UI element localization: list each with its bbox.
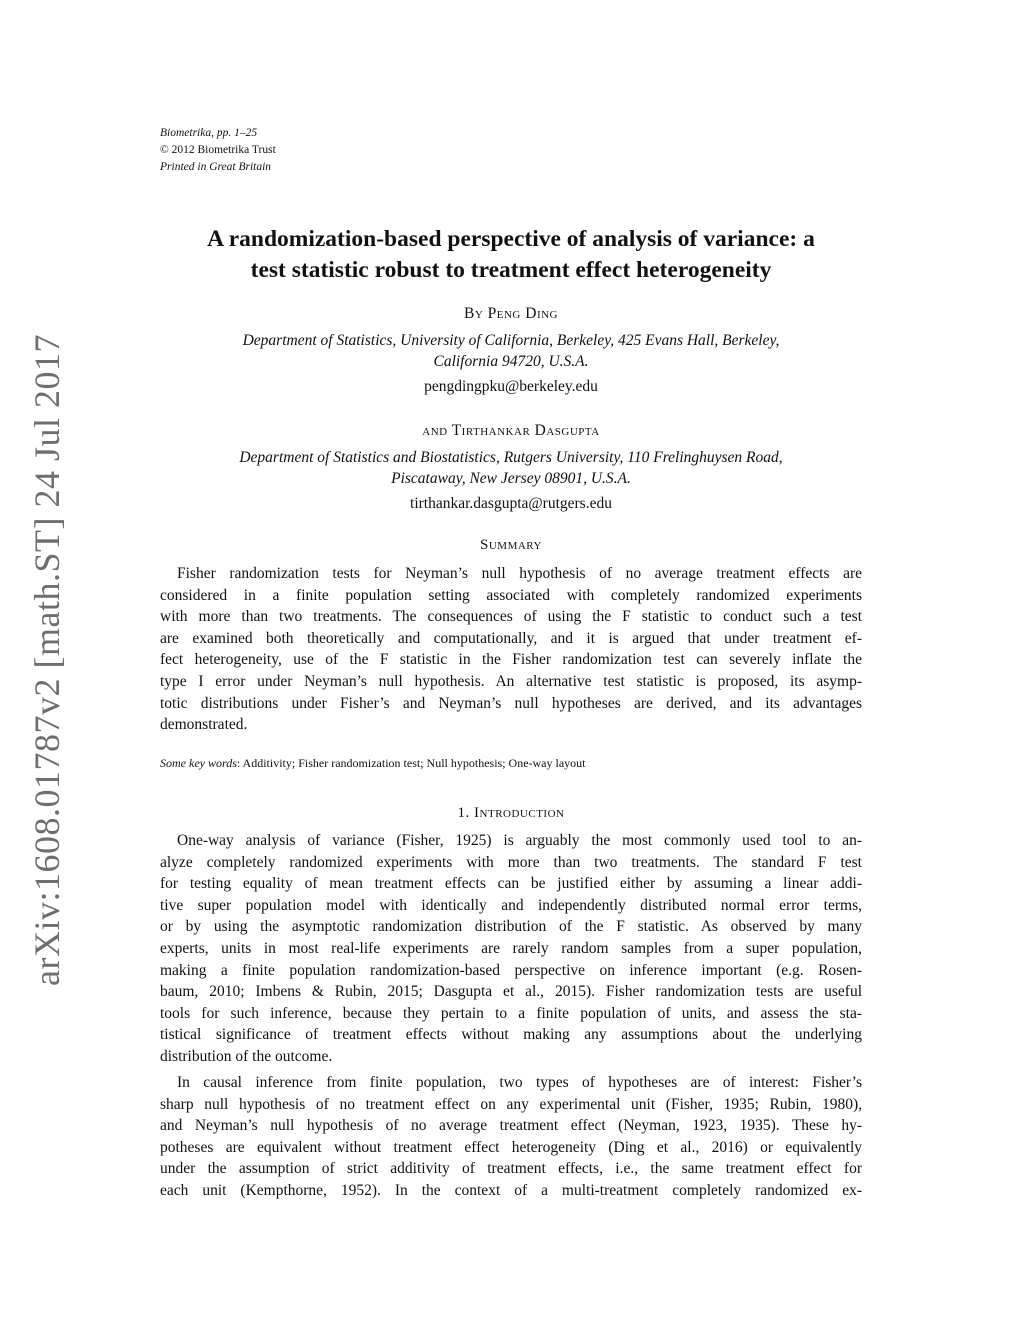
author-email[interactable]: pengdingpku@berkeley.edu [424, 378, 598, 395]
summary-line: totic distributions under Fisher’s and Neyman’s null hypotheses are derived, and its advantages [160, 694, 862, 712]
intro-line: potheses are equivalent without treatment effect heterogeneity (Ding et al., 2016) or equivalently [160, 1138, 862, 1156]
summary-line: demonstrated. [160, 716, 248, 734]
summary-line: with more than two treatments. The consequences of using the F statistic to conduct such a test [160, 608, 862, 626]
masthead-pages [160, 125, 276, 142]
intro-line: One-way analysis of variance (Fisher, 1925) is arguably the most commonly used tool to an- [177, 832, 862, 849]
author-email[interactable]: tirthankar.dasgupta@rutgers.edu [410, 495, 612, 512]
author-block-2 [160, 420, 862, 514]
intro-line: alyze completely randomized experiments with more than two treatments. The standard F test [160, 853, 862, 871]
summary-line: Fisher randomization tests for Neyman’s null hypothesis of no average treatment effects are [177, 565, 862, 582]
journal-masthead [160, 125, 276, 176]
intro-line: tools for such inference, because they pertain to a finite population of units, and assess the sta- [160, 1004, 862, 1022]
title-line: A randomization-based perspective of analysis of variance: a [207, 226, 815, 252]
journal-name: Biometrika [160, 127, 212, 139]
affiliation-line: Department of Statistics, University of California, Berkeley, 425 Evans Hall, Berkeley, [242, 332, 780, 349]
author-block-1 [160, 303, 862, 397]
key-words [160, 755, 586, 771]
paper-title [160, 224, 862, 286]
intro-line: tistical significance of treatment effects without making any assumptions about the underlying [160, 1026, 862, 1044]
summary-body [160, 563, 862, 736]
intro-line: sharp null hypothesis of no treatment effect on any experimental unit (Fisher, 1935; Rubin, 1980), [160, 1095, 862, 1113]
title-line: test statistic robust to treatment effect heterogeneity [250, 257, 772, 283]
intro-line: baum, 2010; Imbens & Rubin, 2015; Dasgupta et al., 2015). Fisher randomization tests are useful [160, 983, 862, 1001]
author-affiliation [160, 330, 862, 372]
intro-line: and Neyman’s null hypothesis of no average treatment effect (Neyman, 1923, 1935). These hy- [160, 1117, 862, 1135]
author-byline: By Peng Ding [463, 305, 558, 322]
arxiv-stamp: arXiv:1608.01787v2 [math.ST] 24 Jul 2017 [27, 334, 67, 986]
intro-line: experts, units in most real-life experiments are rarely random samples from a super population, [160, 939, 862, 957]
summary-line: considered in a finite population setting associated with completely randomized experiments [160, 586, 862, 604]
summary-line: are examined both theoretically and computationally, and it is argued that under treatment ef- [160, 629, 862, 647]
section-heading-introduction: 1. Introduction [457, 805, 565, 821]
affiliation-line: Piscataway, New Jersey 08901, U.S.A. [391, 470, 631, 487]
affiliation-line: California 94720, U.S.A. [433, 353, 589, 370]
intro-paragraph-1 [160, 830, 862, 1068]
author-affiliation [160, 447, 862, 489]
key-words-text: : Additivity; Fisher randomization test; Null hypothesis; One-way layout [236, 756, 586, 770]
intro-line: In causal inference from finite population, two types of hypotheses are of interest: Fisher’s [177, 1074, 862, 1091]
intro-paragraph-2 [160, 1072, 862, 1202]
intro-line: under the assumption of strict additivity of treatment effects, i.e., the same treatment effect for [160, 1160, 862, 1178]
key-words-label: Some key words [160, 756, 237, 770]
intro-line: for testing equality of mean treatment effects can be justified either by assuming a linear addi- [160, 875, 862, 893]
masthead-copyright: © 2012 Biometrika Trust [160, 144, 276, 156]
intro-line: tive super population model with identically and independently distributed normal error terms, [160, 896, 862, 914]
summary-heading: Summary [480, 537, 542, 553]
intro-line: distribution of the outcome. [160, 1047, 333, 1065]
intro-line: each unit (Kempthorne, 1952). In the context of a multi-treatment completely randomized ex- [160, 1181, 862, 1199]
summary-line: type I error under Neyman’s null hypothesis. An alternative test statistic is proposed, its asymp- [160, 672, 862, 690]
intro-line: making a finite population randomization-based perspective on inference important (e.g. Rosen- [160, 961, 862, 979]
affiliation-line: Department of Statistics and Biostatistics, Rutgers University, 110 Frelinghuysen Road, [239, 449, 783, 466]
masthead-printed: Printed in Great Britain [160, 161, 272, 173]
page-range: , pp. 1–25 [211, 127, 258, 139]
summary-line: fect heterogeneity, use of the F statistic in the Fisher randomization test can severely inflate the [160, 651, 862, 669]
author-byline: and Tirthankar Dasgupta [422, 422, 600, 439]
intro-line: or by using the asymptotic randomization distribution of the F statistic. As observed by many [160, 918, 862, 936]
